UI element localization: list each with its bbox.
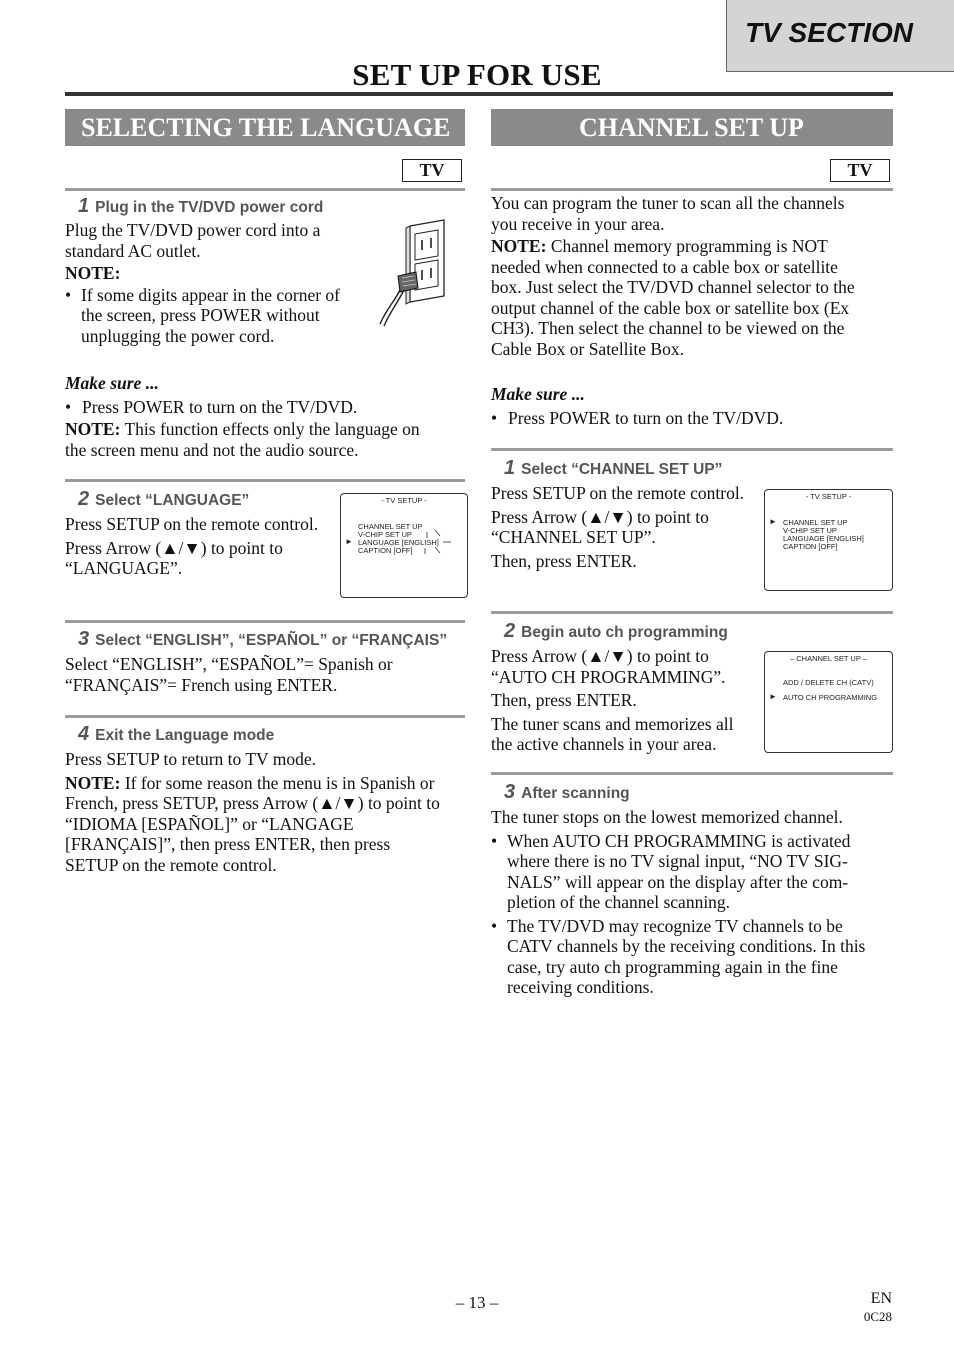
- step-heading-r1: 1 Select “CHANNEL SET UP”: [504, 457, 723, 479]
- step-heading-2: 2 Select “LANGUAGE”: [78, 488, 250, 510]
- power-outlet-plug-icon: [376, 218, 450, 328]
- osd-tv-setup-right: - TV SETUP - ► CHANNEL SET UP V-CHIP SET UP LANGUAGE [ENGLISH] CAPTION [OFF]: [764, 489, 893, 591]
- language-code: EN: [870, 1290, 892, 1307]
- step3-body: Select “ENGLISH”, “ESPAÑOL”= Spanish or “FRANÇAIS”= French using ENTER.: [65, 654, 393, 695]
- osd-tv-setup-left: - TV SETUP - CHANNEL SET UP V-CHIP SET UP ► LANGUAGE [ENGLISH] CAPTION [OFF]: [340, 493, 468, 598]
- make-sure-left: Make sure ... • Press POWER to turn on the TV/DVD. NOTE: This function effects only the language on the screen menu and not the audio source.: [65, 373, 465, 460]
- section-title-language: SELECTING THE LANGUAGE: [65, 109, 465, 146]
- step4-body: Press SETUP to return to TV mode. NOTE: If for some reason the menu is in Spanish or French, press SETUP, press Arrow (▲/▼) to point to “IDIOMA [ESPAÑOL]” or “LANGAGE [FRANÇAIS]”, then press ENTER, then press SETUP on the remote control.: [65, 749, 440, 875]
- step-heading-4: 4 Exit the Language mode: [78, 723, 275, 745]
- step-rule: [65, 479, 465, 482]
- make-sure-right: Make sure ... • Press POWER to turn on the TV/DVD.: [491, 384, 893, 428]
- sparkle-icon: [421, 528, 455, 556]
- osd-channel-setup: – CHANNEL SET UP – ADD / DELETE CH (CATV) ► AUTO CH PROGRAMMING: [764, 651, 893, 753]
- page-number: – 13 –: [455, 1293, 499, 1312]
- step-rule: [491, 772, 893, 775]
- step1-body: Plug the TV/DVD power cord into a standard AC outlet. NOTE: • If some digits appear in the corner of the screen, press POWER without unplugging the power cord.: [65, 220, 375, 346]
- tv-badge-right: TV: [830, 159, 890, 182]
- step-rule: [491, 188, 893, 191]
- document-code: 0C28: [863, 1309, 892, 1324]
- channel-intro: You can program the tuner to scan all the channels you receive in your area. NOTE: Channel memory programming is NOT needed when connected to a cable box or satellite box. Just select the TV/DVD channel selector to the output channel of the cable box or satellite box (Ex CH3). Then select the channel to be viewed on the Cable Box or Satellite Box.: [491, 193, 855, 359]
- step-heading-1: 1 Plug in the TV/DVD power cord: [78, 195, 324, 217]
- step-rule: [491, 611, 893, 614]
- osd-pointer-icon: ►: [345, 537, 353, 546]
- osd-pointer-icon: ►: [769, 517, 777, 526]
- step-heading-3: 3 Select “ENGLISH”, “ESPAÑOL” or “FRANÇAIS”: [78, 628, 448, 650]
- page-title: SET UP FOR USE: [352, 57, 602, 92]
- step-rule: [65, 620, 465, 623]
- r-step1-body: Press SETUP on the remote control. Press Arrow (▲/▼) to point to “CHANNEL SET UP”. Then, press ENTER.: [491, 483, 745, 571]
- tv-badge-left: TV: [402, 159, 462, 182]
- section-title-channel: CHANNEL SET UP: [491, 109, 893, 146]
- step-heading-r3: 3 After scanning: [504, 781, 630, 803]
- step-rule: [65, 715, 465, 718]
- title-rule: [65, 92, 893, 96]
- step-rule: [491, 448, 893, 451]
- r-step3-body: The tuner stops on the lowest memorized channel. • When AUTO CH PROGRAMMING is activated where there is no TV signal input, “NO TV SIG- NALS” will appear on the display after the com- pletion of the channel scanning. • The TV/DVD may recognize TV channels to be CATV channels by the receiving conditions. In this case, try auto ch programming again in the fine receiving conditions.: [491, 807, 893, 998]
- step-rule: [65, 188, 465, 191]
- tab-label: TV SECTION: [745, 17, 914, 48]
- step2-body: Press SETUP on the remote control. Press Arrow (▲/▼) to point to “LANGUAGE”.: [65, 514, 319, 578]
- osd-pointer-icon: ►: [769, 692, 777, 701]
- step-heading-r2: 2 Begin auto ch programming: [504, 620, 728, 642]
- r-step2-body: Press Arrow (▲/▼) to point to “AUTO CH PROGRAMMING”. Then, press ENTER. The tuner scans and memorizes all the active channels in your area.: [491, 646, 734, 754]
